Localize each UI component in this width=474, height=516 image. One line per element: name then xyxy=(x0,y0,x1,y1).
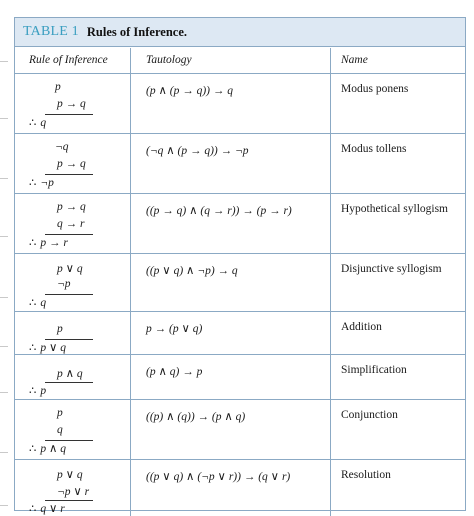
therefore-symbol: ∴ xyxy=(29,117,37,129)
rule-of-inference-cell xyxy=(15,75,130,133)
inference-bar xyxy=(45,382,93,383)
premise: ¬q xyxy=(55,141,69,153)
tautology: (p ∧ q) → p xyxy=(146,366,203,378)
rule-name: Modus ponens xyxy=(341,83,409,95)
table-row xyxy=(15,195,465,254)
rule-of-inference-cell xyxy=(15,461,130,516)
premise: p → q xyxy=(57,201,86,213)
column-divider xyxy=(130,48,131,516)
header-name: Name xyxy=(341,54,368,66)
premise: p ∨ q xyxy=(57,263,83,275)
table-number: TABLE 1 xyxy=(23,24,79,39)
rule-of-inference-cell xyxy=(15,313,130,354)
table-row xyxy=(15,313,465,355)
conclusion: ¬p xyxy=(40,177,54,189)
tautology: p → (p ∨ q) xyxy=(146,323,203,335)
header-row xyxy=(15,48,465,74)
rule-name: Conjunction xyxy=(341,409,398,421)
conclusion-line xyxy=(29,175,54,189)
header-rule: Rule of Inference xyxy=(29,54,108,66)
rule-name: Modus tollens xyxy=(341,143,407,155)
premise: q → r xyxy=(57,218,85,230)
conclusion-line xyxy=(29,235,68,249)
therefore-symbol: ∴ xyxy=(29,342,37,354)
therefore-symbol: ∴ xyxy=(29,177,37,189)
premise: p ∨ q xyxy=(57,469,83,481)
premise: q xyxy=(57,424,63,436)
header-tautology: Tautology xyxy=(146,54,192,66)
left-margin-rules xyxy=(0,0,8,516)
conclusion: q xyxy=(40,297,47,309)
conclusion: p ∨ q xyxy=(40,342,66,354)
table-row xyxy=(15,135,465,194)
premise: p xyxy=(57,407,63,419)
premise: p → q xyxy=(57,98,86,110)
table-row xyxy=(15,461,465,516)
table-caption xyxy=(15,18,465,47)
conclusion-line xyxy=(29,115,46,129)
therefore-symbol: ∴ xyxy=(29,385,37,397)
conclusion-line xyxy=(29,383,46,397)
rule-name: Disjunctive syllogism xyxy=(341,263,442,275)
tautology: ((p ∨ q) ∧ ¬p) → q xyxy=(146,265,238,277)
tautology: ((p) ∧ (q)) → (p ∧ q) xyxy=(146,411,246,423)
rule-name: Resolution xyxy=(341,469,391,481)
rule-name: Addition xyxy=(341,321,382,333)
inference-bar xyxy=(45,294,93,295)
table-row xyxy=(15,255,465,312)
rule-of-inference-cell xyxy=(15,401,130,459)
table-row xyxy=(15,75,465,134)
table-title: Rules of Inference. xyxy=(86,24,187,39)
tautology: ((p ∨ q) ∧ (¬p ∨ r)) → (q ∨ r) xyxy=(146,471,291,483)
therefore-symbol: ∴ xyxy=(29,503,37,515)
premise: p → q xyxy=(57,158,86,170)
rule-of-inference-cell xyxy=(15,356,130,399)
conclusion: q xyxy=(40,117,47,129)
therefore-symbol: ∴ xyxy=(29,237,37,249)
premise: p ∧ q xyxy=(57,368,83,380)
therefore-symbol: ∴ xyxy=(29,297,37,309)
column-divider xyxy=(330,48,331,516)
rule-of-inference-cell xyxy=(15,135,130,193)
conclusion: p xyxy=(40,385,47,397)
inference-bar xyxy=(45,114,93,115)
conclusion-line xyxy=(29,441,66,455)
therefore-symbol: ∴ xyxy=(29,443,37,455)
table-row xyxy=(15,356,465,400)
rule-name: Hypothetical syllogism xyxy=(341,203,449,215)
conclusion: p ∧ q xyxy=(40,443,66,455)
conclusion: p → r xyxy=(40,237,68,249)
rule-of-inference-cell xyxy=(15,195,130,253)
premise: ¬p xyxy=(57,278,71,290)
conclusion-line xyxy=(29,501,65,515)
tautology: ((p → q) ∧ (q → r)) → (p → r) xyxy=(146,205,292,217)
premise: ¬p ∨ r xyxy=(57,486,90,498)
table-row xyxy=(15,401,465,460)
rule-name: Simplification xyxy=(341,364,407,376)
conclusion-line xyxy=(29,295,46,309)
conclusion: q ∨ r xyxy=(40,503,65,515)
rule-of-inference-cell xyxy=(15,255,130,311)
premise: p xyxy=(55,81,61,93)
tautology: (p ∧ (p → q)) → q xyxy=(146,85,233,97)
premise: p xyxy=(57,323,63,335)
conclusion-line xyxy=(29,340,66,354)
rules-of-inference-table xyxy=(14,17,466,515)
tautology: (¬q ∧ (p → q)) → ¬p xyxy=(146,145,249,157)
